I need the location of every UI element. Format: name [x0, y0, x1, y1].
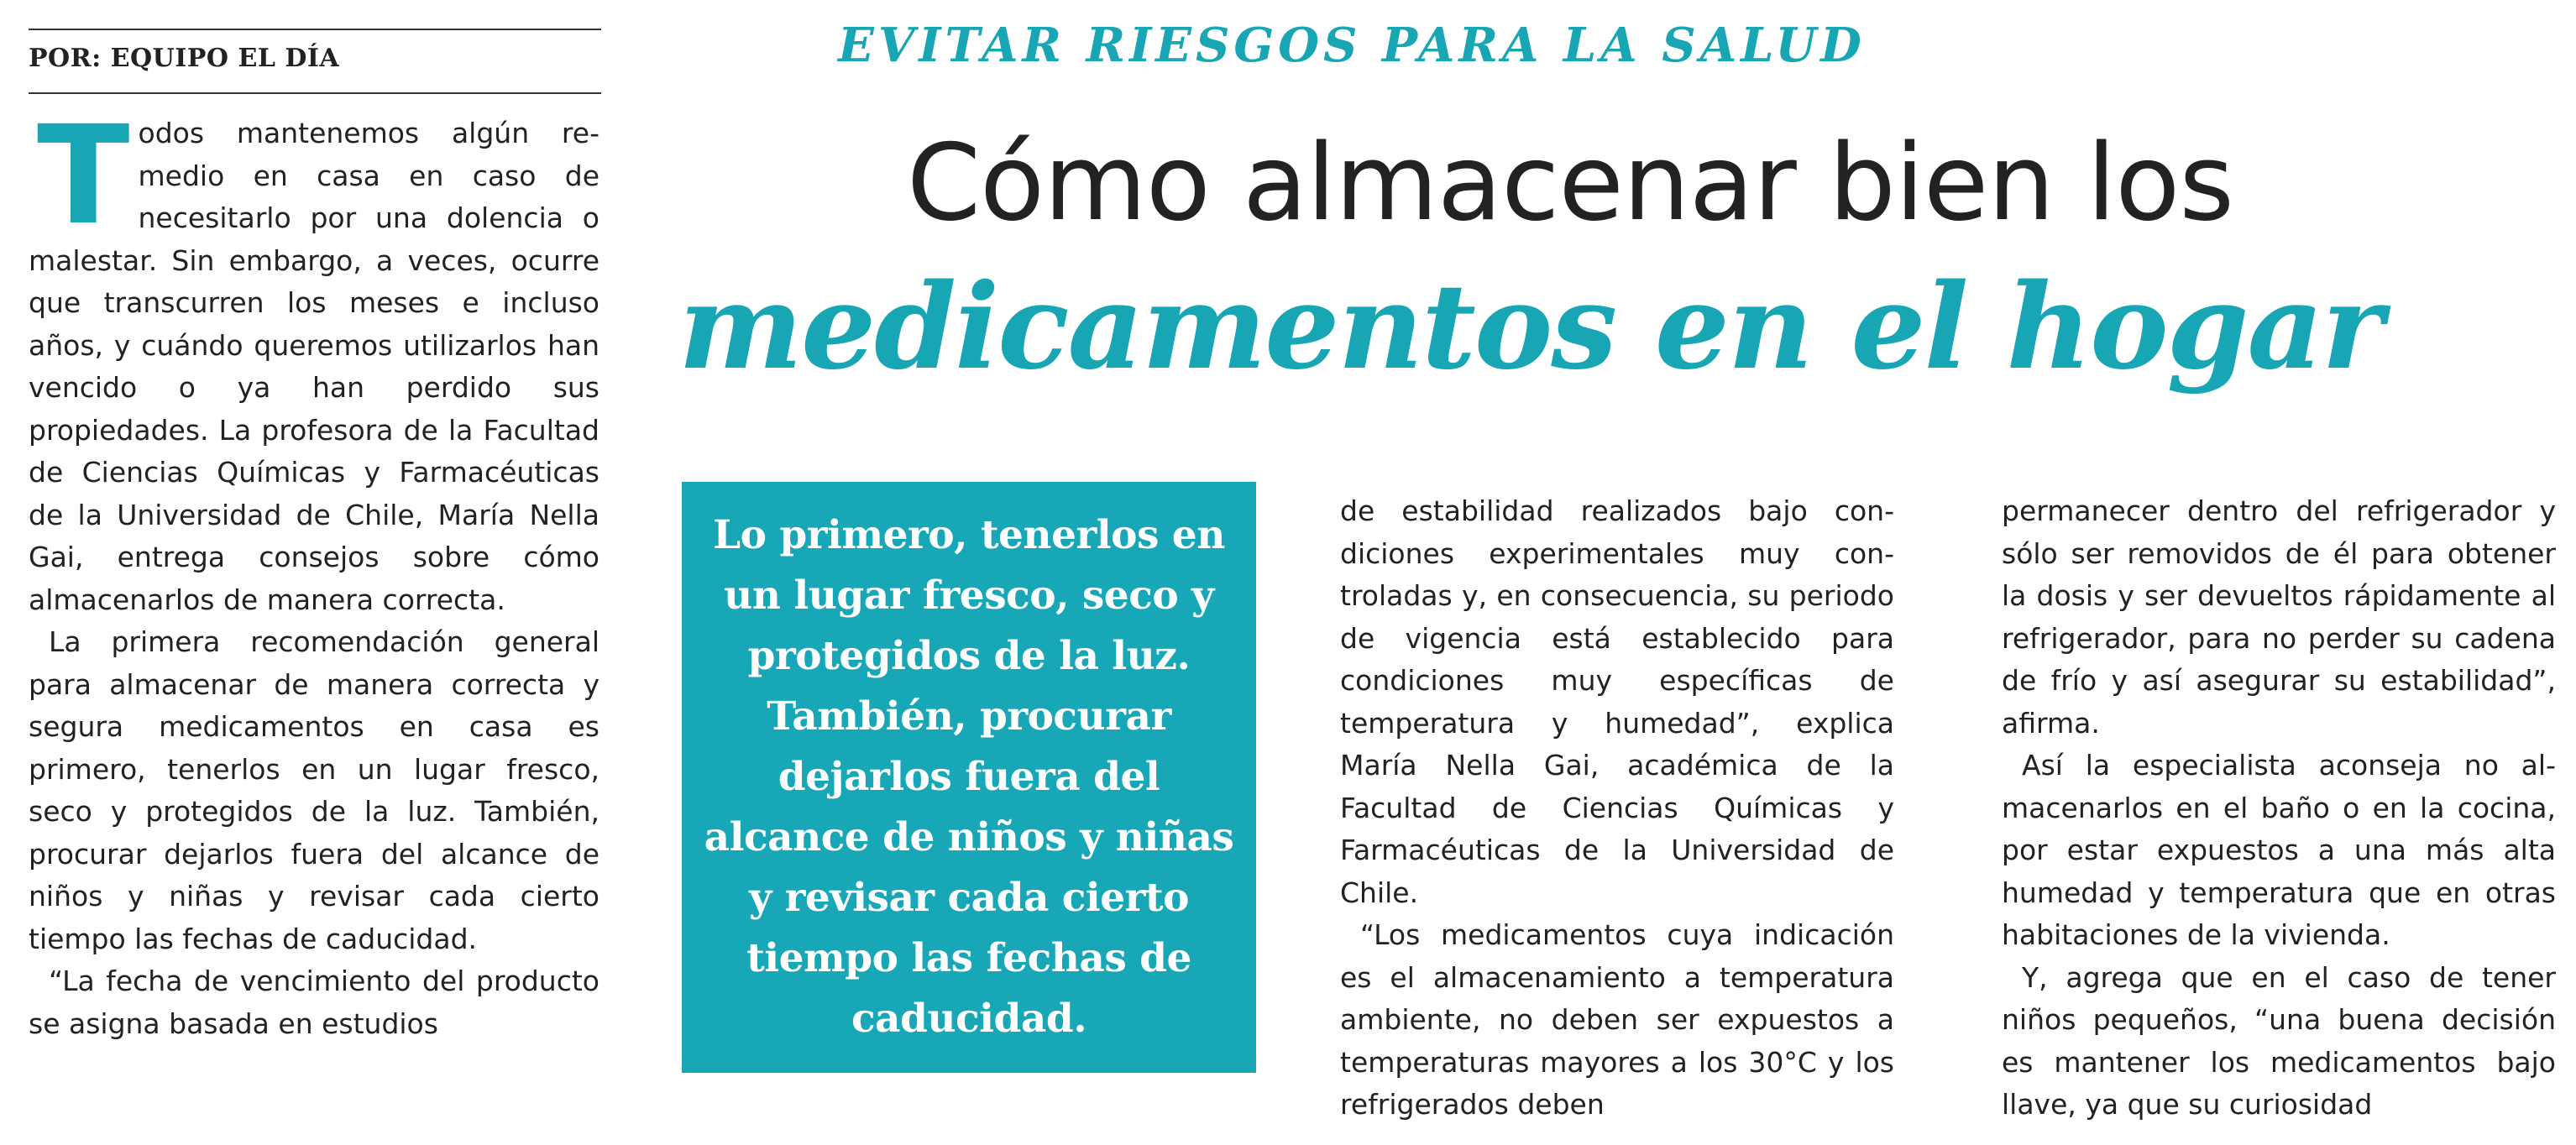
paragraph: “La fecha de vencimiento del producto se asigna basada en estudios — [29, 965, 599, 1040]
paragraph: permanecer dentro del refrigerador y sólo ser removidos de él para obtener la dosis y ser devueltos rápidamente al refrigerador, para no perder su cadena de frío y así asegurar su estabilidad”, afirma. — [2002, 494, 2556, 740]
byline: POR: EQUIPO EL DÍA — [29, 44, 340, 73]
paragraph: Así la especialista aconseja no almacenarlos en el baño o en la cocina, por estar expuestos a una más alta humedad y temperatura que en otras habitaciones de la vivienda. — [2002, 749, 2556, 951]
kicker: EVITAR RIESGOS PARA LA SALUD — [838, 18, 1866, 73]
pull-quote-box — [682, 482, 1256, 1073]
paragraph: La primera recomendación general para almacenar de manera correcta y segura medicamentos en casa es primero, tenerlos en un lugar fresco, seco y protegidos de la luz. También, procurar dejarlos fuera del alcance de niños y niñas y revisar cada cierto tiempo las fechas de caducidad. — [29, 625, 599, 955]
pull-quote-text: Lo primero, tenerlos en un lugar fresco, seco y protegidos de la luz. También, procurar dejarlos fuera del alcance de niños y niñas y revisar cada cierto tiempo las fechas de caducidad. — [704, 512, 1234, 1042]
article-column-1 — [29, 97, 599, 1045]
paragraph: de estabilidad realizados bajo condiciones experimentales muy controladas y, en consecuencia, su periodo de vigencia está establecido para condiciones muy específicas de temperatura y humedad”, explica María Nella Gai, académica de la Facultad de Ciencias Químicas y Farmacéuticas de la Universidad de Chile. — [1340, 494, 1894, 909]
headline-line-2: medicamentos en el hogar — [678, 259, 2382, 396]
headline-line-1: Cómo almacenar bien los — [907, 121, 2233, 244]
drop-cap: T — [37, 97, 130, 255]
paragraph: Y, agrega que en el caso de tener niños pequeños, “una buena decisión es mantener los medicamentos bajo llave, ya que su curiosidad — [2002, 960, 2556, 1121]
article-column-3 — [1340, 490, 1894, 1127]
paragraph-intro-text: odos mantenemos algún remedio en casa en caso de necesitarlo por una dolencia o malestar. Sin embargo, a veces, ocurre que transcurren los meses e incluso años, y cuándo queremos utilizarlos han vencido o ya han perdido sus propiedades. La profesora de la Facultad de Ciencias Químicas y Farmacéuticas de la Universidad de Chile, María Nella Gai, entrega consejos sobre cómo almacenarlos de manera correcta. — [29, 117, 599, 616]
byline-bottom-rule — [29, 92, 601, 94]
article-column-4 — [2002, 490, 2556, 1127]
paragraph-intro — [29, 97, 599, 621]
paragraph: “Los medicamentos cuya indicación es el almacenamiento a temperatura ambiente, no deben ser expuestos a temperaturas mayores a los 30°C y los refrigerados deben — [1340, 918, 1894, 1121]
